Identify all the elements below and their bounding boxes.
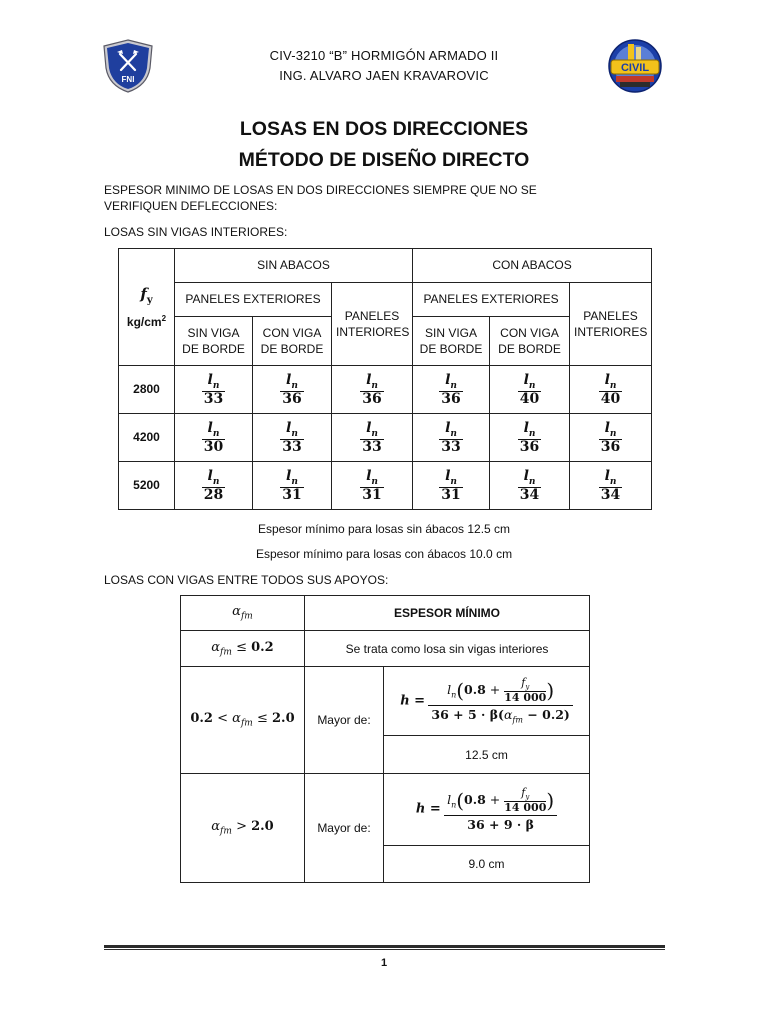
ratio-denominator: 36 (441, 390, 461, 407)
ratio-denominator: 31 (441, 486, 461, 503)
footer-rule-thin (104, 949, 665, 950)
table-row (119, 462, 652, 510)
fy-header: $f_y$ $kg/cm^2$ (119, 249, 175, 366)
section2-heading: LOSAS CON VIGAS ENTRE TODOS SUS APOYOS: (104, 573, 389, 587)
thickness-ratio-cell: $\frac{l_n}{30}$ (175, 414, 253, 462)
condition-row2: $0.2 < \alpha_{fm} \le 2.0$ (181, 667, 305, 774)
ratio-denominator: 40 (519, 390, 540, 407)
row1-text: Se trata como losa sin vigas interiores (305, 631, 590, 667)
ratio-denominator: 33 (441, 438, 461, 455)
thickness-ratio-cell: $\frac{l_n}{36}$ (570, 414, 652, 462)
section1-heading: LOSAS SIN VIGAS INTERIORES: (104, 225, 288, 239)
fy-value: 2800 (119, 366, 175, 414)
thickness-ratio-cell: $\frac{l_n}{33}$ (175, 366, 253, 414)
page-title: LOSAS EN DOS DIRECCIONES (239, 118, 529, 140)
page-number: 1 (380, 957, 388, 969)
formula-row2: h = $l_n(0.8$ + $\frac{f_y}{14 000}$ ) $36 + 5 \cdot \beta(\alpha_{fm} - 0.2)$ (384, 667, 590, 736)
ratio-denominator: 36 (519, 438, 540, 455)
espesor-minimo-header: ESPESOR MÍNIMO (305, 596, 590, 631)
thickness-ratio-cell: $\frac{l_n}{40}$ (490, 366, 570, 414)
formula-row3: h = $l_n(0.8$ + $\frac{f_y}{14 000}$ ) 36 + 9 · β (384, 774, 590, 846)
ratio-denominator: 34 (600, 486, 621, 503)
ratio-denominator: 30 (203, 438, 224, 455)
row3-min-value: 9.0 cm (384, 846, 590, 883)
table-row (119, 366, 652, 414)
ratio-denominator: 31 (362, 486, 382, 503)
footer-rule (104, 945, 665, 948)
sin-abacos-header: SIN ABACOS (175, 249, 413, 283)
note-sin-abacos: Espesor mínimo para losas sin ábacos 12.5 cm (257, 522, 511, 536)
paneles-exteriores-header-con: PANELES EXTERIORES (413, 283, 570, 317)
thickness-ratio-cell: $\frac{l_n}{40}$ (570, 366, 652, 414)
condition-row1: $\alpha_{fm} \le 0.2$ (181, 631, 305, 667)
thickness-ratio-cell: $\frac{l_n}{31}$ (413, 462, 490, 510)
fni-shield-logo (100, 38, 156, 94)
ratio-denominator: 28 (203, 486, 224, 503)
thickness-ratio-cell: $\frac{l_n}{33}$ (332, 414, 413, 462)
thickness-ratio-cell: $\frac{l_n}{34}$ (570, 462, 652, 510)
fy-value: 4200 (119, 414, 175, 462)
min-thickness-table-no-interior-beams (118, 248, 652, 510)
condition-row3: $\alpha_{fm} > 2.0$ (181, 774, 305, 883)
ratio-denominator: 33 (203, 390, 224, 407)
instructor-name: ING. ALVARO JAEN KRAVAROVIC (279, 68, 489, 83)
intro-paragraph: ESPESOR MINIMO DE LOSAS EN DOS DIRECCIONES SIEMPRE QUE NO SE VERIFIQUEN DEFLECCIONES: (104, 183, 537, 214)
ratio-denominator: 36 (362, 390, 382, 407)
civil-logo-text: CIVIL (620, 62, 650, 74)
thickness-ratio-cell: $\frac{l_n}{33}$ (253, 414, 332, 462)
course-header: CIV-3210 “B” HORMIGÓN ARMADO II (269, 48, 499, 63)
ratio-denominator: 34 (519, 486, 540, 503)
thickness-ratio-cell: $\frac{l_n}{36}$ (253, 366, 332, 414)
sin-viga-header-2: SIN VIGA DE BORDE (413, 317, 490, 366)
table-row (119, 414, 652, 462)
con-viga-header-2: CON VIGA DE BORDE (490, 317, 570, 366)
fy-unit: kg/cm (126, 314, 162, 329)
thickness-ratio-cell: $\frac{l_n}{28}$ (175, 462, 253, 510)
con-abacos-header: CON ABACOS (413, 249, 652, 283)
thickness-ratio-cell: $\frac{l_n}{31}$ (332, 462, 413, 510)
ratio-denominator: 33 (362, 438, 382, 455)
fy-value: 5200 (119, 462, 175, 510)
ratio-denominator: 40 (600, 390, 621, 407)
con-viga-header-1: CON VIGA DE BORDE (253, 317, 332, 366)
thickness-ratio-cell: $\frac{l_n}{31}$ (253, 462, 332, 510)
mayor-de-label-row2: Mayor de: (305, 667, 384, 774)
ratio-denominator: 36 (600, 438, 621, 455)
min-thickness-table-with-beams (180, 595, 590, 883)
civil-emblem-logo (606, 38, 664, 94)
thickness-ratio-cell: $\frac{l_n}{36}$ (490, 414, 570, 462)
alpha-fm-header: $\alpha_{fm}$ (181, 596, 305, 631)
paneles-interiores-header-con: PANELES INTERIORES (570, 283, 652, 366)
sin-viga-header-1: SIN VIGA DE BORDE (175, 317, 253, 366)
fni-logo-text: FNI (121, 75, 135, 84)
row2-min-value: 12.5 cm (384, 736, 590, 774)
thickness-ratio-cell: $\frac{l_n}{34}$ (490, 462, 570, 510)
ratio-denominator: 31 (282, 486, 302, 503)
ratio-denominator: 36 (282, 390, 302, 407)
paneles-exteriores-header-sin: PANELES EXTERIORES (175, 283, 332, 317)
ratio-denominator: 33 (282, 438, 302, 455)
paneles-interiores-header-sin: PANELES INTERIORES (332, 283, 413, 366)
note-con-abacos: Espesor mínimo para losas con ábacos 10.0 cm (255, 547, 513, 561)
thickness-ratio-cell: $\frac{l_n}{33}$ (413, 414, 490, 462)
mayor-de-label-row3: Mayor de: (305, 774, 384, 883)
thickness-ratio-cell: $\frac{l_n}{36}$ (332, 366, 413, 414)
page-subtitle: MÉTODO DE DISEÑO DIRECTO (238, 149, 530, 171)
thickness-ratio-cell: $\frac{l_n}{36}$ (413, 366, 490, 414)
